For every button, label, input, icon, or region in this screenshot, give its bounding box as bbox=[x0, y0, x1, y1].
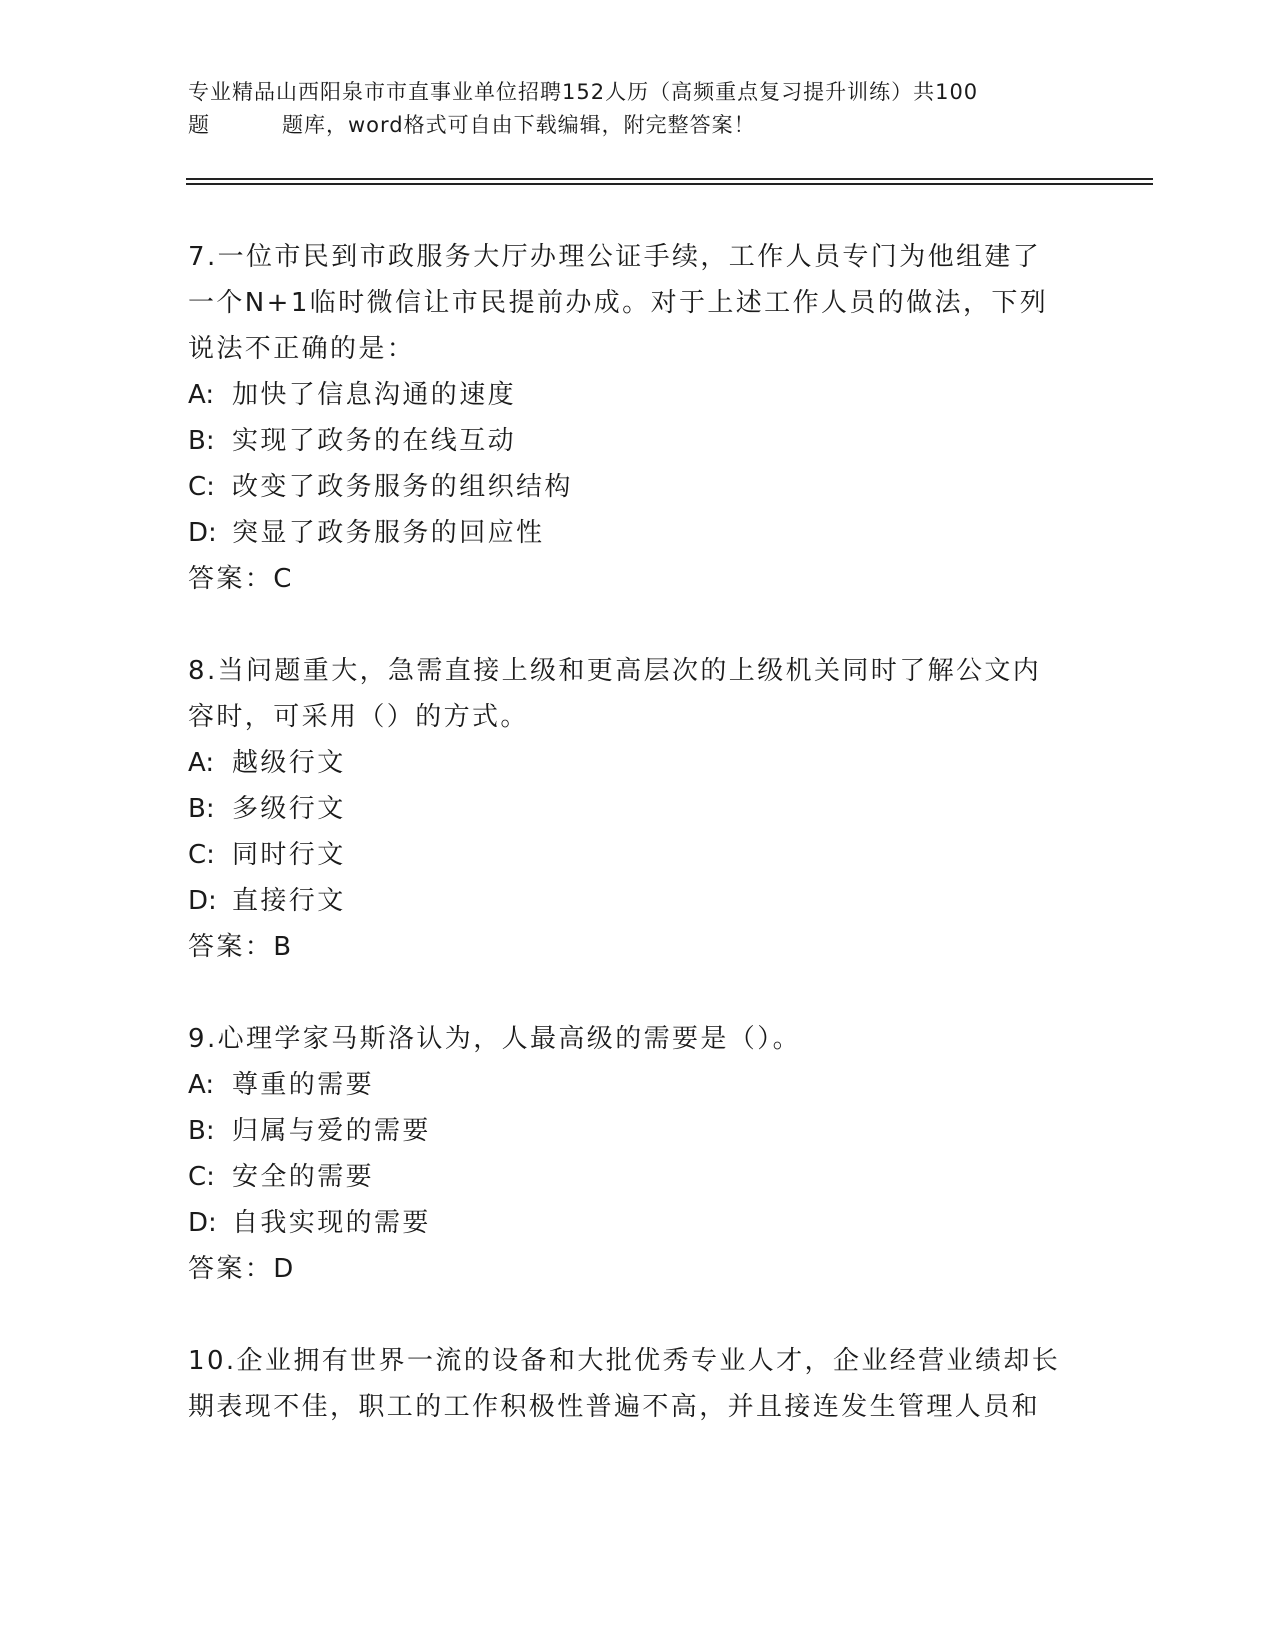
question-10 bbox=[188, 1338, 1088, 1430]
question-spacer bbox=[188, 1292, 1088, 1338]
question-text: 10.企业拥有世界一流的设备和大批优秀专业人才，企业经营业绩却长 bbox=[188, 1346, 1061, 1376]
option-text: 多级行文 bbox=[232, 794, 346, 824]
option-text: 归属与爱的需要 bbox=[232, 1116, 431, 1146]
option-text: 加快了信息沟通的速度 bbox=[232, 380, 517, 410]
question-text: 容时，可采用（）的方式。 bbox=[188, 702, 529, 732]
option-text: 安全的需要 bbox=[232, 1162, 375, 1192]
option-text: 自我实现的需要 bbox=[232, 1208, 431, 1238]
option-text: 改变了政务服务的组织结构 bbox=[232, 472, 573, 502]
option-c bbox=[188, 832, 1088, 878]
option-d bbox=[188, 1200, 1088, 1246]
header-title-line2-a: 题 bbox=[188, 113, 210, 137]
option-key: B: bbox=[188, 794, 215, 824]
header-divider-top bbox=[186, 178, 1153, 180]
question-text: 7.一位市民到市政服务大厅办理公证手续，工作人员专门为他组建了 bbox=[188, 242, 1042, 272]
option-c bbox=[188, 1154, 1088, 1200]
option-key: A: bbox=[188, 1070, 215, 1100]
option-text: 突显了政务服务的回应性 bbox=[232, 518, 545, 548]
option-a bbox=[188, 1062, 1088, 1108]
header-title-line2 bbox=[188, 109, 1088, 142]
option-b bbox=[188, 1108, 1088, 1154]
question-text: 期表现不佳，职工的工作积极性普遍不高，并且接连发生管理人员和 bbox=[188, 1392, 1041, 1422]
question-text: 8.当问题重大，急需直接上级和更高层次的上级机关同时了解公文内 bbox=[188, 656, 1042, 686]
option-b bbox=[188, 418, 1088, 464]
option-b bbox=[188, 786, 1088, 832]
option-text: 直接行文 bbox=[232, 886, 346, 916]
option-c bbox=[188, 464, 1088, 510]
option-key: A: bbox=[188, 748, 215, 778]
question-text: 说法不正确的是： bbox=[188, 334, 416, 364]
option-key: B: bbox=[188, 426, 215, 456]
header-title-line1: 专业精品山西阳泉市市直事业单位招聘152人历（高频重点复习提升训练）共100 bbox=[188, 80, 979, 104]
question-7 bbox=[188, 234, 1088, 602]
answer-line: 答案：B bbox=[188, 932, 294, 962]
option-text: 尊重的需要 bbox=[232, 1070, 375, 1100]
option-d bbox=[188, 510, 1088, 556]
option-key: C: bbox=[188, 1162, 215, 1192]
question-9 bbox=[188, 1016, 1088, 1292]
header-divider-bottom bbox=[186, 183, 1153, 185]
question-list bbox=[188, 234, 1088, 1430]
option-text: 实现了政务的在线互动 bbox=[232, 426, 517, 456]
question-spacer bbox=[188, 602, 1088, 648]
option-d bbox=[188, 878, 1088, 924]
option-text: 同时行文 bbox=[232, 840, 346, 870]
header-title-line2-b: 题库，word格式可自由下载编辑，附完整答案！ bbox=[282, 113, 756, 137]
option-key: B: bbox=[188, 1116, 215, 1146]
question-text: 9.心理学家马斯洛认为，人最高级的需要是（）。 bbox=[188, 1024, 802, 1054]
question-spacer bbox=[188, 970, 1088, 1016]
option-key: D: bbox=[188, 886, 217, 916]
question-text: 一个N+1临时微信让市民提前办成。对于上述工作人员的做法，下列 bbox=[188, 288, 1049, 318]
question-8 bbox=[188, 648, 1088, 970]
option-key: C: bbox=[188, 472, 215, 502]
document-header bbox=[188, 76, 1088, 142]
option-a bbox=[188, 740, 1088, 786]
option-key: A: bbox=[188, 380, 215, 410]
option-key: D: bbox=[188, 518, 217, 548]
answer-line: 答案：C bbox=[188, 564, 294, 594]
option-key: C: bbox=[188, 840, 215, 870]
option-key: D: bbox=[188, 1208, 217, 1238]
option-text: 越级行文 bbox=[232, 748, 346, 778]
option-a bbox=[188, 372, 1088, 418]
answer-line: 答案：D bbox=[188, 1254, 296, 1284]
